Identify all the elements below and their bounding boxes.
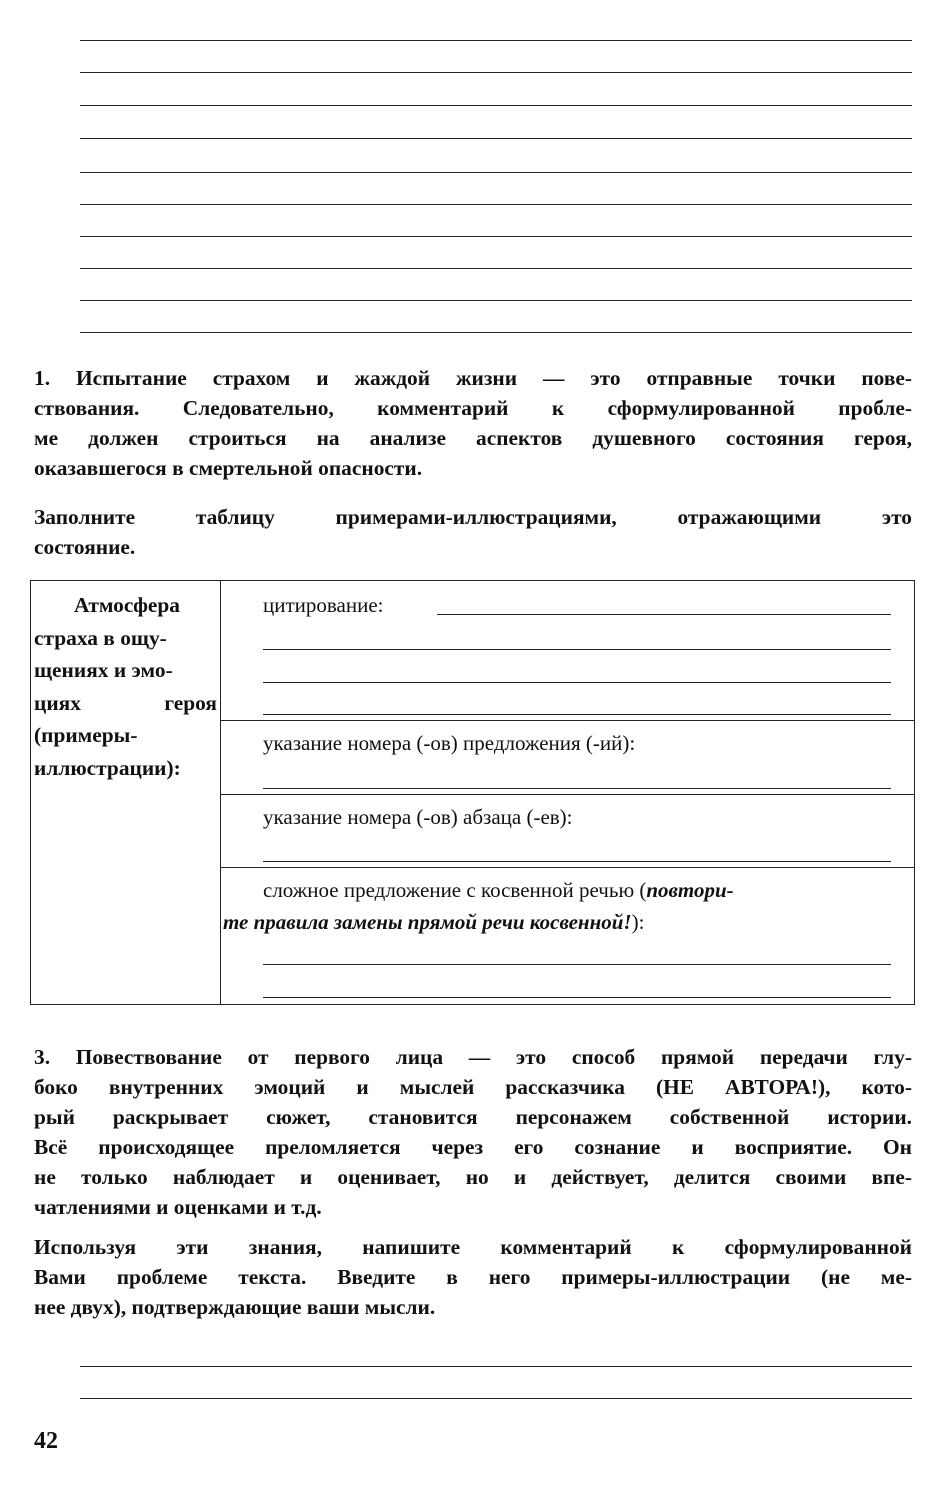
- text-line: состояние.: [34, 535, 136, 559]
- row-label: указание номера (-ов) предложения (-ий):: [263, 731, 636, 755]
- table-header-cell: [31, 581, 221, 1004]
- answer-line[interactable]: [263, 964, 891, 965]
- answer-line[interactable]: [263, 682, 891, 683]
- row-label: сложное предложение с косвенной речью (повтори-: [263, 878, 734, 902]
- writing-line[interactable]: [80, 138, 912, 139]
- examples-table: [30, 580, 915, 1005]
- header-line: страха в ощу-: [34, 625, 167, 650]
- row-label: указание номера (-ов) абзаца (-ев):: [263, 805, 573, 829]
- writing-line[interactable]: [80, 72, 912, 73]
- table-row-sentence-number: [221, 721, 914, 795]
- page-number: 42: [34, 1428, 58, 1454]
- answer-line[interactable]: [263, 714, 891, 715]
- text-line: рый раскрывает сюжет, становится персонажем собственной истории.: [34, 1105, 912, 1129]
- header-line: циях героя: [34, 690, 217, 715]
- writing-line[interactable]: [80, 268, 912, 269]
- header-line: Атмосфера: [74, 593, 180, 617]
- text-line: ствования. Следовательно, комментарий к сформулированной пробле-: [34, 396, 912, 420]
- writing-line[interactable]: [80, 105, 912, 106]
- text-line: оказавшегося в смертельной опасности.: [34, 456, 423, 480]
- text-line: 1. Испытание страхом и жаждой жизни — это отправные точки пове-: [34, 366, 912, 390]
- section-1-text: [34, 363, 912, 483]
- writing-line[interactable]: [80, 172, 912, 173]
- writing-line[interactable]: [80, 204, 912, 205]
- writing-line[interactable]: [80, 1366, 912, 1367]
- text-line: 3. Повествование от первого лица — это способ прямой передачи глу-: [34, 1045, 912, 1069]
- text-line: Заполните таблицу примерами-иллюстрациями, отражающими это: [34, 505, 912, 529]
- instruction-3-text: [34, 1232, 912, 1322]
- header-line: (примеры-: [34, 723, 138, 747]
- row-label: те правила замены прямой речи косвенной!):: [223, 910, 645, 934]
- text-line: не только наблюдает и оценивает, но и действует, делится своими впе-: [34, 1165, 912, 1189]
- section-3-text: [34, 1042, 912, 1222]
- writing-line[interactable]: [80, 40, 912, 41]
- text-line: боко внутренних эмоций и мыслей рассказчика (НЕ АВТОРА!), кото-: [34, 1075, 912, 1099]
- text-line: Вами проблеме текста. Введите в него примеры-иллюстрации (не ме-: [34, 1265, 912, 1289]
- answer-line[interactable]: [263, 861, 891, 862]
- table-row-paragraph-number: [221, 795, 914, 868]
- text-line: Используя эти знания, напишите комментарий к сформулированной: [34, 1235, 912, 1259]
- header-line: щениях и эмо-: [34, 658, 173, 682]
- writing-line[interactable]: [80, 236, 912, 237]
- instruction-1-text: [34, 502, 912, 562]
- answer-line[interactable]: [263, 788, 891, 789]
- text-line: чатлениями и оценками и т.д.: [34, 1195, 322, 1219]
- answer-line[interactable]: [263, 649, 891, 650]
- writing-line[interactable]: [80, 332, 912, 333]
- row-label: цитирование:: [263, 593, 384, 617]
- text-line: Всё происходящее преломляется через его сознание и восприятие. Он: [34, 1135, 912, 1159]
- answer-line[interactable]: [437, 614, 891, 615]
- header-line: иллюстрации):: [34, 755, 181, 780]
- answer-line[interactable]: [263, 997, 891, 998]
- writing-line[interactable]: [80, 300, 912, 301]
- text-line: нее двух), подтверждающие ваши мысли.: [34, 1295, 436, 1319]
- table-row-indirect-speech: [221, 868, 914, 1004]
- table-row-quotation: [221, 581, 914, 721]
- text-line: ме должен строиться на анализе аспектов душевного состояния героя,: [34, 426, 912, 450]
- writing-line[interactable]: [80, 1398, 912, 1399]
